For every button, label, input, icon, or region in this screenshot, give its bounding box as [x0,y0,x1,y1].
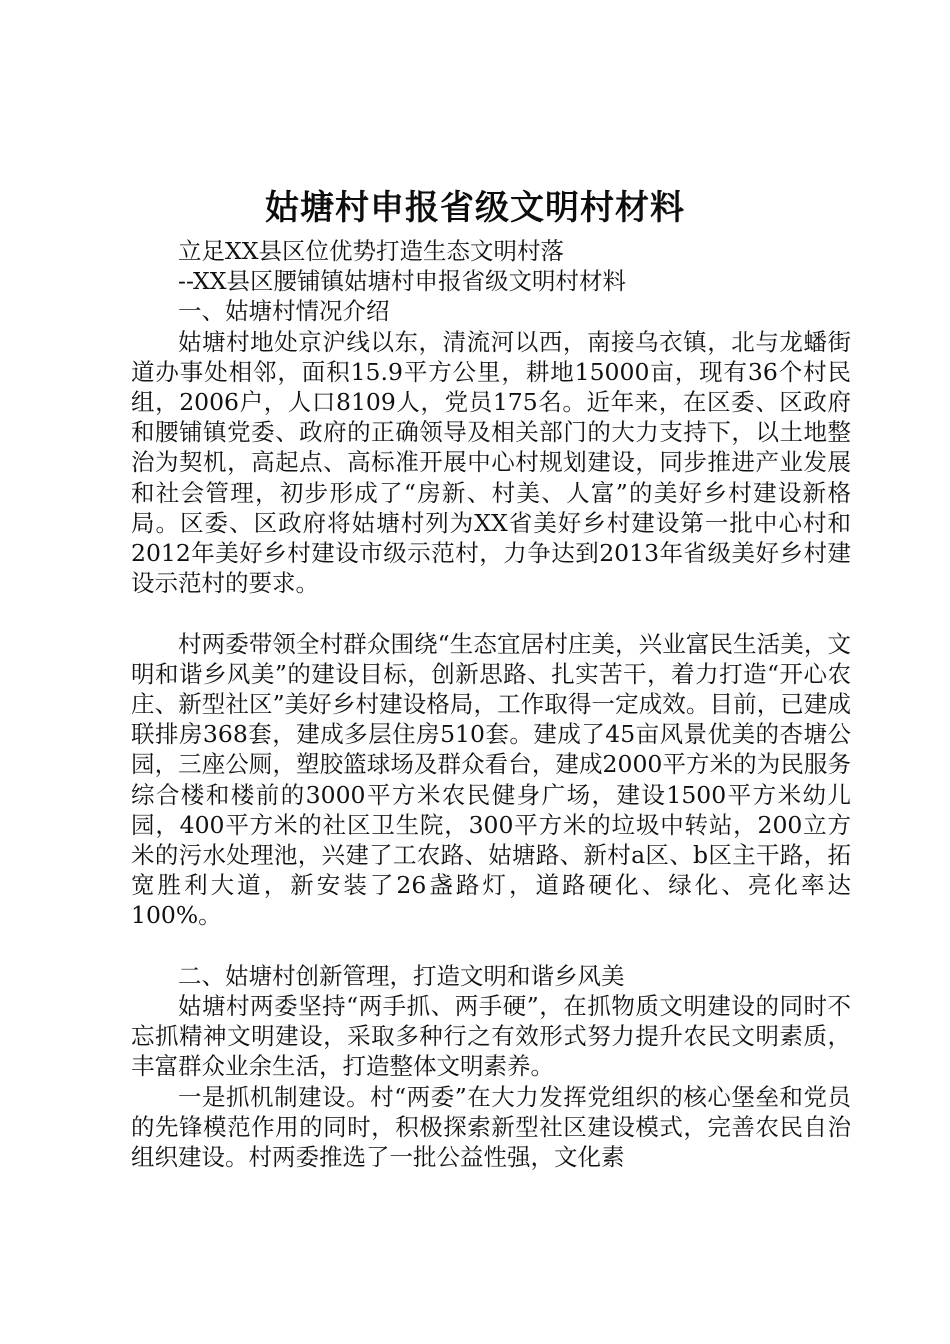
document-body [131,236,851,1172]
paragraph-spacer [131,598,851,628]
paragraph-spacer [131,931,851,961]
paragraph-2: 村两委带领全村群众围绕“生态宜居村庄美，兴业富民生活美，文明和谐乡风美”的建设目标，创新思路、扎实苦干，着力打造“开心农庄、新型社区”美好乡村建设格局，工作取得一定成效。目前，已建成联排房368套，建成多层住房510套。建成了45亩风景优美的杏塘公园，三座公厕，塑胶篮球场及群众看台，建成2000平方米的为民服务综合楼和楼前的3000平方米农民健身广场，建设1500平方米幼儿园，400平方米的社区卫生院，300平方米的垃圾中转站，200立方米的污水处理池，兴建了工农路、姑塘路、新村a区、b区主干路，拓宽胜利大道，新安装了26盏路灯，道路硬化、绿化、亮化率达100%。 [131,629,851,930]
paragraph-1: 姑塘村地处京沪线以东，清流河以西，南接乌衣镇，北与龙蟠街道办事处相邻，面积15.9平方公里，耕地15000亩，现有36个村民组，2006户，人口8109人，党员175名。近年来，在区委、区政府和腰铺镇党委、政府的正确领导及相关部门的大力支持下，以土地整治为契机，高起点、高标准开展中心村规划建设，同步推进产业发展和社会管理，初步形成了“房新、村美、人富”的美好乡村建设新格局。区委、区政府将姑塘村列为XX省美好乡村建设第一批中心村和2012年美好乡村建设市级示范村，力争达到2013年省级美好乡村建设示范村的要求。 [131,327,851,598]
paragraph-4: 一是抓机制建设。村“两委”在大力发挥党组织的核心堡垒和党员的先锋模范作用的同时，积极探索新型社区建设模式，完善农民自治组织建设。村两委推选了一批公益性强，文化素 [131,1082,851,1172]
document-title: 姑塘村申报省级文明村材料 [265,188,685,228]
paragraph-3: 姑塘村两委坚持“两手抓、两手硬”，在抓物质文明建设的同时不忘抓精神文明建设，采取多种行之有效形式努力提升农民文明素质，丰富群众业余生活，打造整体文明素养。 [131,992,851,1081]
subtitle-line-1: 立足XX县区位优势打造生态文明村落 [178,237,564,265]
subtitle-line-2: --XX县区腰铺镇姑塘村申报省级文明村材料 [178,267,627,296]
section-1-heading: 一、姑塘村情况介绍 [178,297,390,326]
section-2-heading: 二、姑塘村创新管理，打造文明和谐乡风美 [178,961,625,990]
